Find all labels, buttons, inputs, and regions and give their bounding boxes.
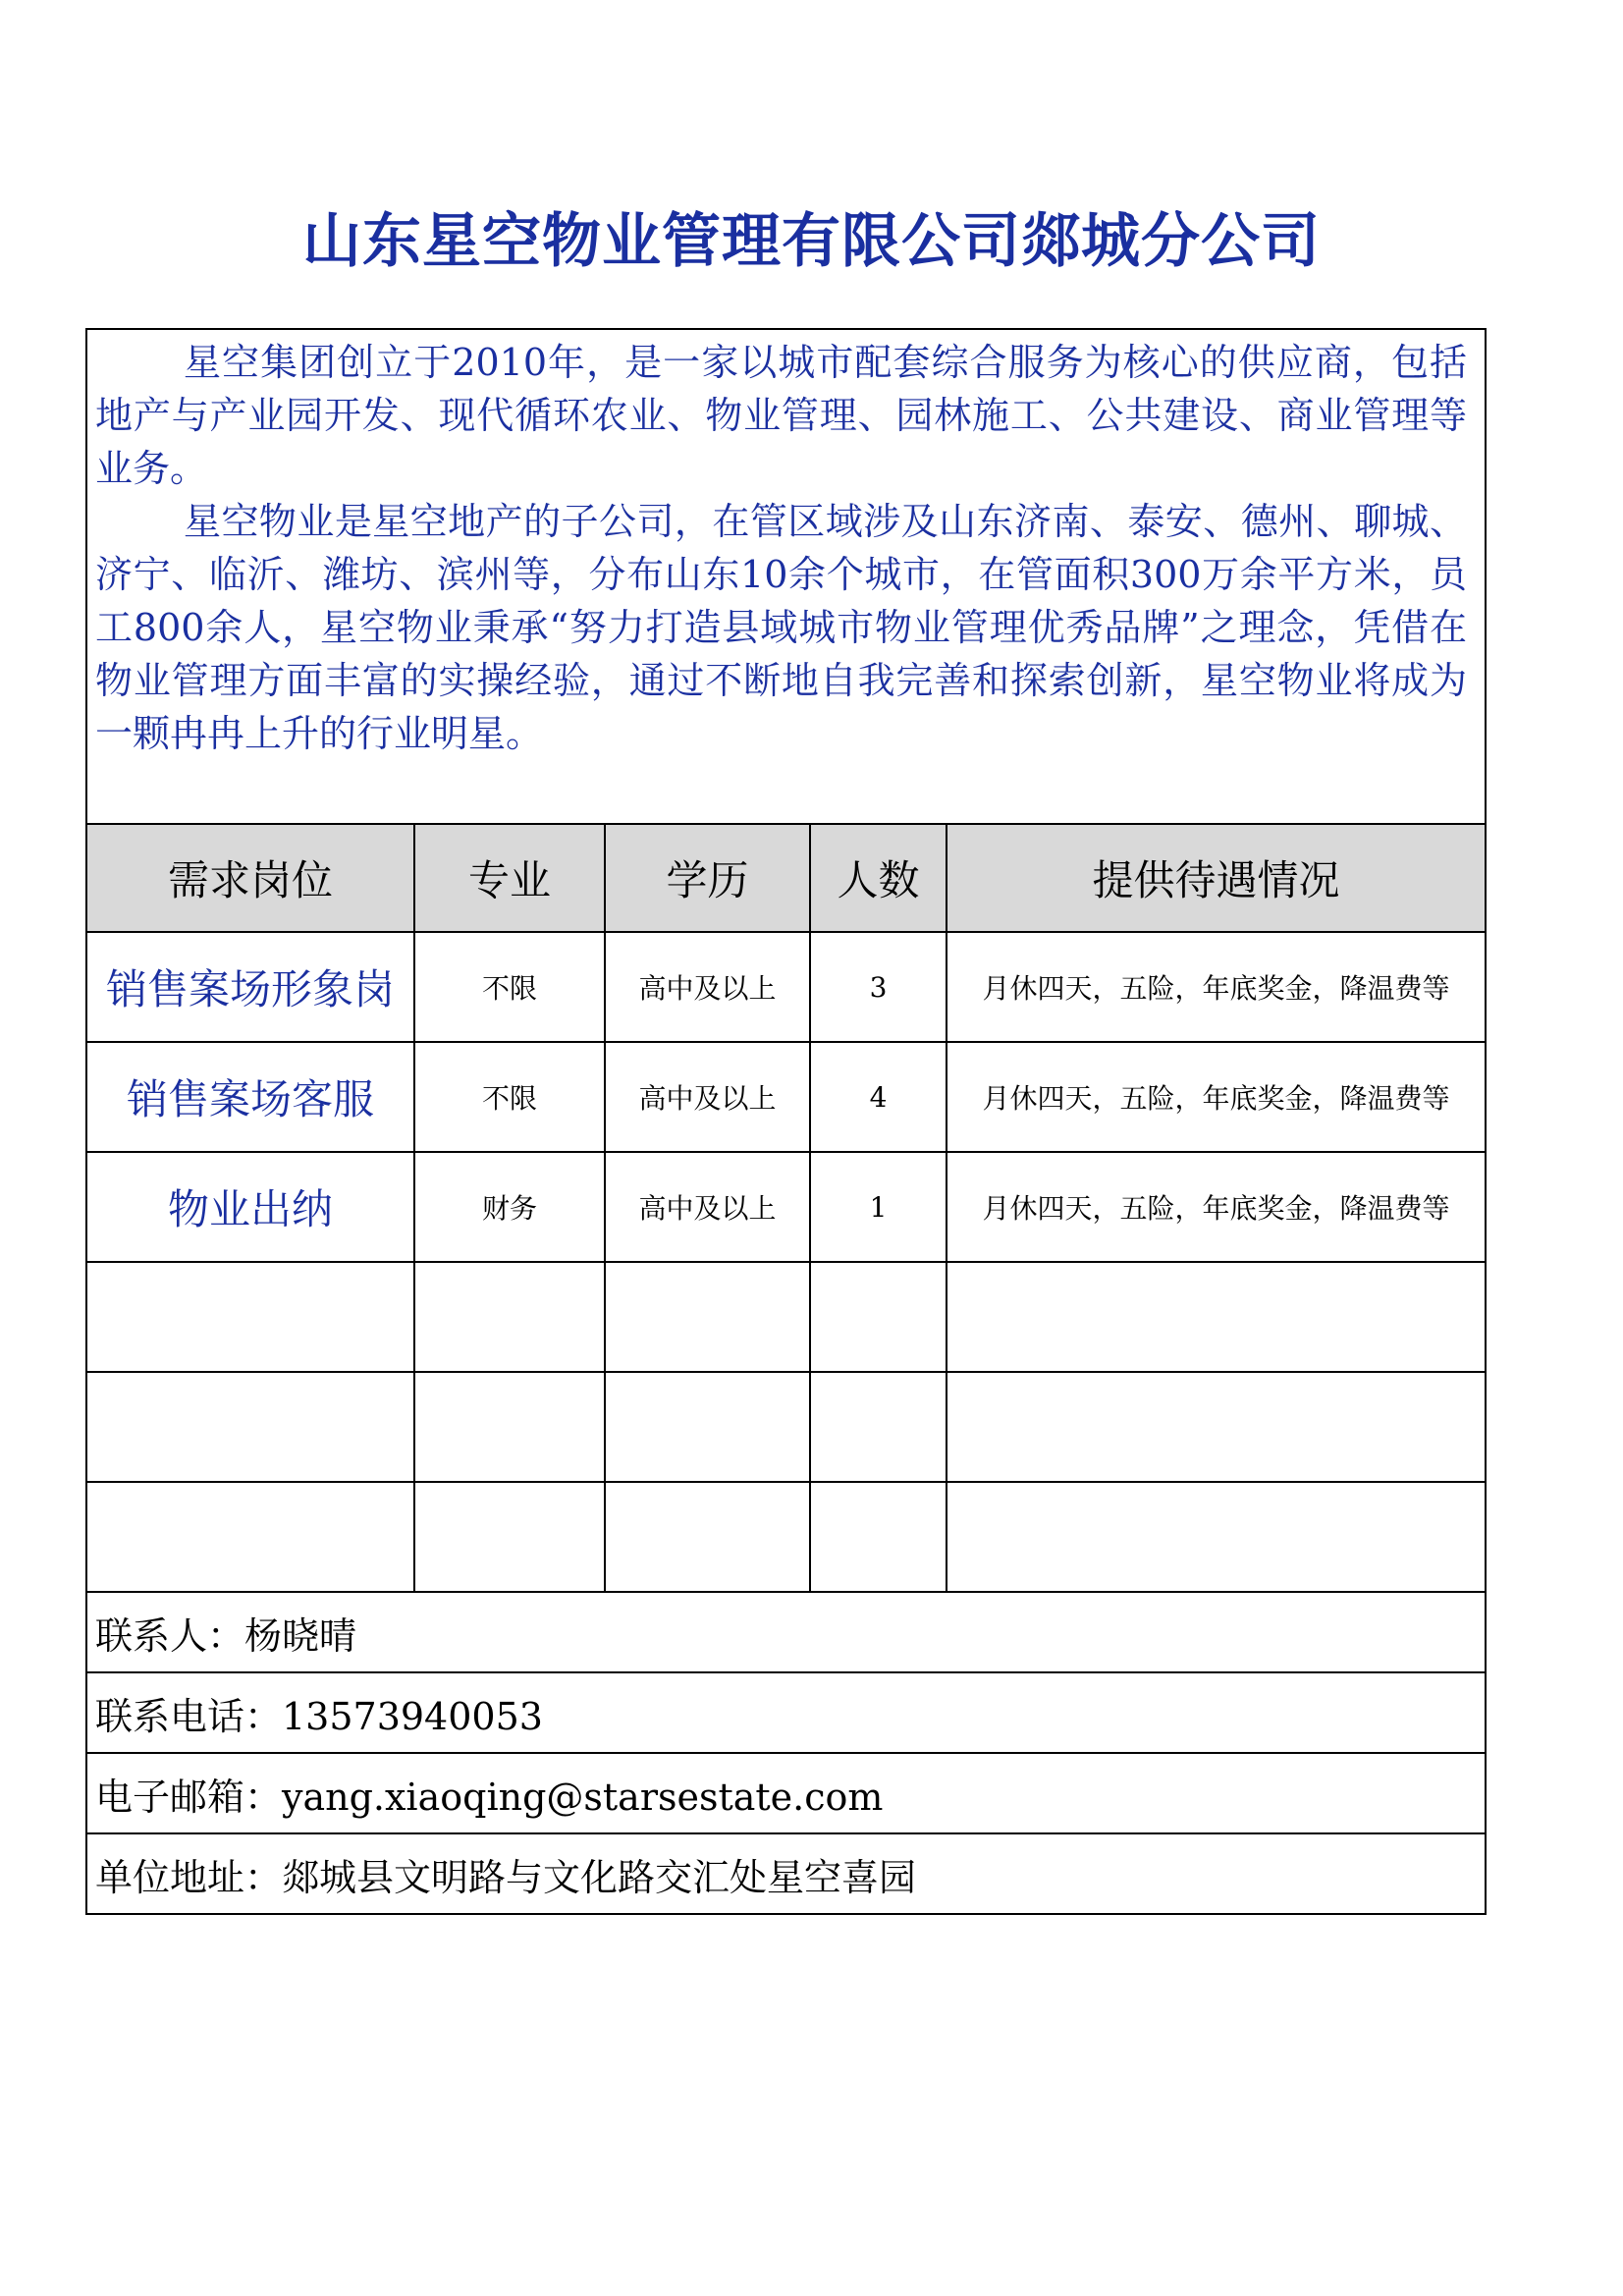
contact-person-row <box>86 1592 1486 1672</box>
cell-count: 4 <box>810 1042 947 1152</box>
header-benefits: 提供待遇情况 <box>947 824 1486 932</box>
cell-count: 1 <box>810 1152 947 1262</box>
empty-cell <box>86 1482 414 1592</box>
header-position: 需求岗位 <box>86 824 414 932</box>
company-intro <box>86 329 1486 824</box>
intro-row <box>86 329 1486 824</box>
empty-cell <box>605 1482 810 1592</box>
contact-person: 联系人：杨晓晴 <box>86 1592 1486 1672</box>
cell-benefits: 月休四天，五险，年底奖金，降温费等 <box>947 1042 1486 1152</box>
intro-paragraph-2: 星空物业是星空地产的子公司，在管区域涉及山东济南、泰安、德州、聊城、济宁、临沂、潍坊、滨州等，分布山东10余个城市，在管面积300万余平方米，员工800余人，星空物业秉承“努力打造县域城市物业管理优秀品牌”之理念，凭借在物业管理方面丰富的实操经验，通过不断地自我完善和探索创新，星空物业将成为一颗冉冉上升的行业明星。 <box>95 500 1467 755</box>
cell-position: 物业出纳 <box>86 1152 414 1262</box>
empty-row <box>86 1372 1486 1482</box>
empty-cell <box>414 1262 605 1372</box>
cell-major: 不限 <box>414 1042 605 1152</box>
contact-email-row <box>86 1753 1486 1833</box>
empty-row <box>86 1482 1486 1592</box>
cell-position: 销售案场客服 <box>86 1042 414 1152</box>
cell-education: 高中及以上 <box>605 1152 810 1262</box>
empty-cell <box>86 1262 414 1372</box>
cell-major: 不限 <box>414 932 605 1042</box>
header-count: 人数 <box>810 824 947 932</box>
page-title: 山东星空物业管理有限公司郯城分公司 <box>302 207 1321 276</box>
cell-position: 销售案场形象岗 <box>86 932 414 1042</box>
empty-row <box>86 1262 1486 1372</box>
table-row <box>86 1152 1486 1262</box>
recruitment-table <box>85 328 1487 1915</box>
cell-education: 高中及以上 <box>605 1042 810 1152</box>
empty-cell <box>947 1262 1486 1372</box>
contact-address: 单位地址：郯城县文明路与文化路交汇处星空喜园 <box>86 1833 1486 1914</box>
empty-cell <box>810 1262 947 1372</box>
cell-education: 高中及以上 <box>605 932 810 1042</box>
empty-cell <box>414 1372 605 1482</box>
header-major: 专业 <box>414 824 605 932</box>
cell-count: 3 <box>810 932 947 1042</box>
cell-major: 财务 <box>414 1152 605 1262</box>
contact-phone-row <box>86 1672 1486 1753</box>
empty-cell <box>605 1262 810 1372</box>
empty-cell <box>605 1372 810 1482</box>
empty-cell <box>414 1482 605 1592</box>
empty-cell <box>947 1372 1486 1482</box>
empty-cell <box>810 1482 947 1592</box>
table-row <box>86 1042 1486 1152</box>
empty-cell <box>947 1482 1486 1592</box>
contact-email: 电子邮箱：yang.xiaoqing@starsestate.com <box>86 1753 1486 1833</box>
table-row <box>86 932 1486 1042</box>
cell-benefits: 月休四天，五险，年底奖金，降温费等 <box>947 932 1486 1042</box>
intro-paragraph-1: 星空集团创立于2010年，是一家以城市配套综合服务为核心的供应商，包括地产与产业园开发、现代循环农业、物业管理、园林施工、公共建设、商业管理等业务。 <box>95 341 1467 490</box>
header-row <box>86 824 1486 932</box>
contact-phone: 联系电话：13573940053 <box>86 1672 1486 1753</box>
header-education: 学历 <box>605 824 810 932</box>
empty-cell <box>86 1372 414 1482</box>
empty-cell <box>810 1372 947 1482</box>
cell-benefits: 月休四天，五险，年底奖金，降温费等 <box>947 1152 1486 1262</box>
contact-address-row <box>86 1833 1486 1914</box>
